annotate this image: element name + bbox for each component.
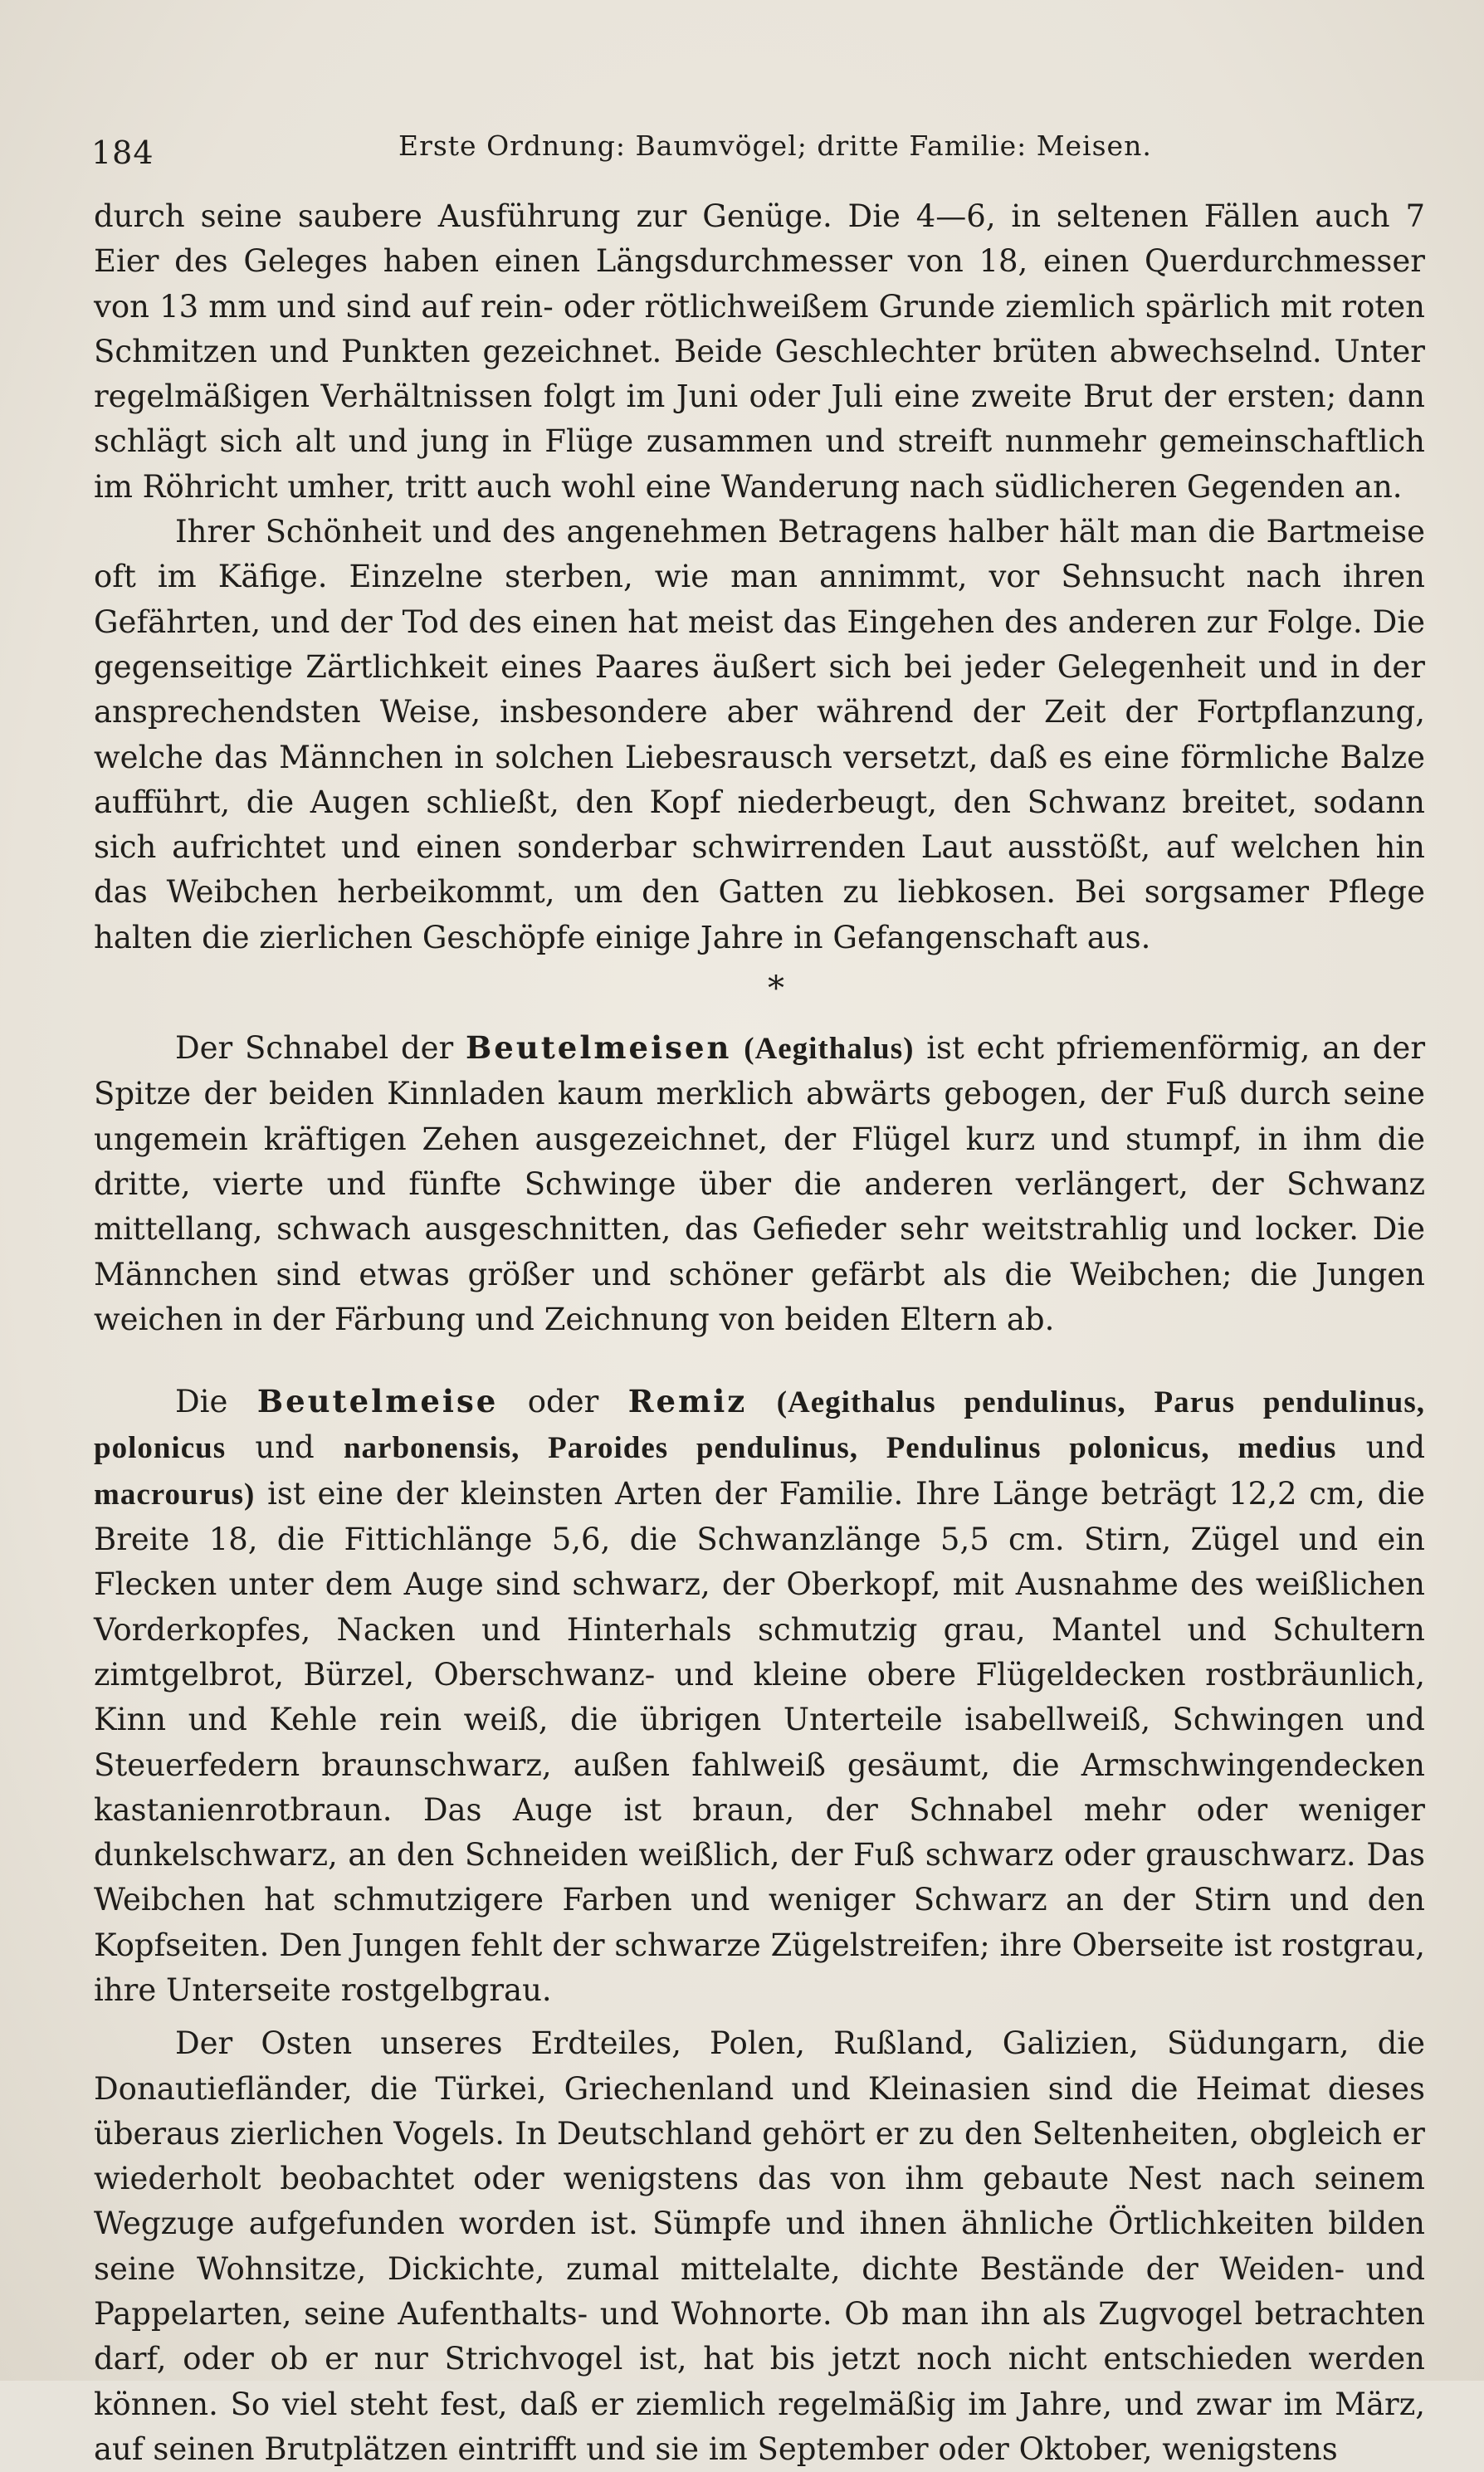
remiz-und-2: und bbox=[1365, 1429, 1426, 1466]
remiz-latin-3: macrourus) bbox=[94, 1477, 256, 1512]
remiz-text: ist eine der kleinsten Arten der Familie. Ihre Länge beträgt 12,2 cm, die Breite 18, die Fittichlänge 5,6, die Schwanzlänge 5,5 cm. Stirn, Zügel und ein Flecken unter dem Auge sind schwarz, der Oberkopf, mit Ausnahme des weißlichen Vorderkopfes, Nacken und Hinterhals schmutzig grau, Mantel und Schultern zimtgelbrot, Bürzel, Oberschwanz- und kleine obere Flügeldecken rostbräunlich, Kinn und Kehle rein weiß, die übrigen Unterteile isabellweiß, Schwingen und Steuerfedern braunschwarz, außen fahlweiß gesäumt, die Armschwingendecken kastanienrotbraun. Das Auge ist braun, der Schnabel mehr oder weniger dunkelschwarz, an den Schneiden weißlich, der Fuß schwarz oder grauschwarz. Das Weibchen hat schmutzigere Farben und weniger Schwarz an der Stirn und den Kopfseiten. Den Jungen fehlt der schwarze Zügelstreifen; ihre Oberseite ist rostgrau, ihre Unterseite rostgelbgrau. bbox=[94, 1475, 1426, 2008]
beutelmeisen-genus: (Aegithalus) bbox=[744, 1032, 915, 1067]
beutelmeisen-text: ist echt pfriemenförmig, an der Spitze der beiden Kinnladen kaum merklich abwärts gebogen, der Fuß durch seine ungemein kräftigen Zehen ausgezeichnet, der Flügel kurz und stumpf, in ihm die dritte, vierte und fünfte Schwinge über die anderen verlängert, der Schwanz mittellang, schwach ausgeschnitten, das Gefieder sehr weitstrahlig und locker. Die Männchen sind etwas größer und schöner gefärbt als die Weibchen; die Jungen weichen in der Färbung und Zeichnung von beiden Eltern ab. bbox=[94, 1030, 1426, 1337]
beutelmeisen-lead: Der Schnabel der bbox=[175, 1030, 454, 1067]
paragraph-gap-small bbox=[94, 2013, 1425, 2021]
running-head: Erste Ordnung: Baumvögel; dritte Familie: Meisen. bbox=[398, 129, 1152, 162]
page-number: 184 bbox=[91, 134, 154, 171]
page-body bbox=[94, 194, 1425, 2472]
remiz-or: oder bbox=[527, 1384, 599, 1420]
section-separator: * bbox=[768, 970, 784, 1009]
remiz-latin-1: (Aegithalus pendulinus, Parus pendulinus, polonicus bbox=[94, 1385, 1425, 1466]
remiz-name: Beutelmeise bbox=[256, 1383, 499, 1420]
paragraph-beutelmeisen bbox=[94, 1025, 1425, 1342]
paragraph-distribution: Der Osten unseres Erdteiles, Polen, Rußland, Galizien, Südungarn, die Donautiefländer, die Türkei, Griechenland und Kleinasien sind die Heimat dieses überaus zierlichen Vogels. In Deutschland gehört er zu den Seltenheiten, obgleich er wiederholt beobachtet oder wenigstens das von ihm gebaute Nest nach seinem Wegzuge aufgefunden worden ist. Sümpfe und ihnen ähnliche Örtlichkeiten bilden seine Wohnsitze, Dickichte, zumal mittelalte, dichte Bestände der Weiden- und Pappelarten, seine Aufenthalts- und Wohnorte. Ob man ihn als Zugvogel betrachten darf, oder ob er nur Strichvogel ist, hat bis jetzt noch nicht entschieden werden können. So viel steht fest, daß er ziemlich regelmäßig im Jahre, und zwar im März, auf seinen Brutplätzen eintrifft und sie im September oder Oktober, wenigstens bbox=[94, 2025, 1425, 2467]
page-header bbox=[91, 126, 1419, 184]
paragraph-eggs: durch seine saubere Ausführung zur Genüge. Die 4—6, in seltenen Fällen auch 7 Eier des Geleges haben einen Längsdurchmesser von 18, einen Querdurchmesser von 13 mm und sind auf rein- oder rötlichweißem Grunde ziemlich spärlich mit roten Schmitzen und Punkten gezeichnet. Beide Geschlechter brüten abwechselnd. Unter regelmäßigen Verhältnissen folgt im Juni oder Juli eine zweite Brut der ersten; dann schlägt sich alt und jung in Flüge zusammen und streift nunmehr gemeinschaftlich im Röhricht umher, tritt auch wohl eine Wanderung nach südlicheren Gegenden an. bbox=[94, 198, 1425, 505]
remiz-lead: Die bbox=[175, 1384, 228, 1420]
paragraph-remiz bbox=[94, 1379, 1425, 2013]
remiz-name-2: Remiz bbox=[627, 1383, 748, 1420]
paragraph-captivity: Ihrer Schönheit und des angenehmen Betragens halber hält man die Bartmeise oft im Käfige. Einzelne sterben, wie man annimmt, vor Sehnsucht nach ihren Gefährten, und der Tod des einen hat meist das Eingehen des anderen zur Folge. Die gegenseitige Zärtlichkeit eines Paares äußert sich bei jeder Gelegenheit und in der ansprechendsten Weise, insbesondere aber während der Zeit der Fortpflanzung, welche das Männchen in solchen Liebesrausch versetzt, daß es eine förmliche Balze aufführt, die Augen schließt, den Kopf niederbeugt, den Schwanz breitet, sodann sich aufrichtet und einen sonderbar schwirrenden Laut ausstößt, auf welchen hin das Weibchen herbeikommt, um den Gatten zu liebkosen. Bei sorgsamer Pflege halten die zierlichen Geschöpfe einige Jahre in Gefangenschaft aus. bbox=[94, 514, 1425, 955]
remiz-latin-2: narbonensis, Paroides pendulinus, Pendulinus polonicus, medius bbox=[343, 1431, 1337, 1466]
beutelmeisen-name: Beutelmeisen bbox=[466, 1029, 732, 1067]
paragraph-gap bbox=[94, 1342, 1425, 1379]
remiz-und-1: und bbox=[255, 1429, 315, 1466]
